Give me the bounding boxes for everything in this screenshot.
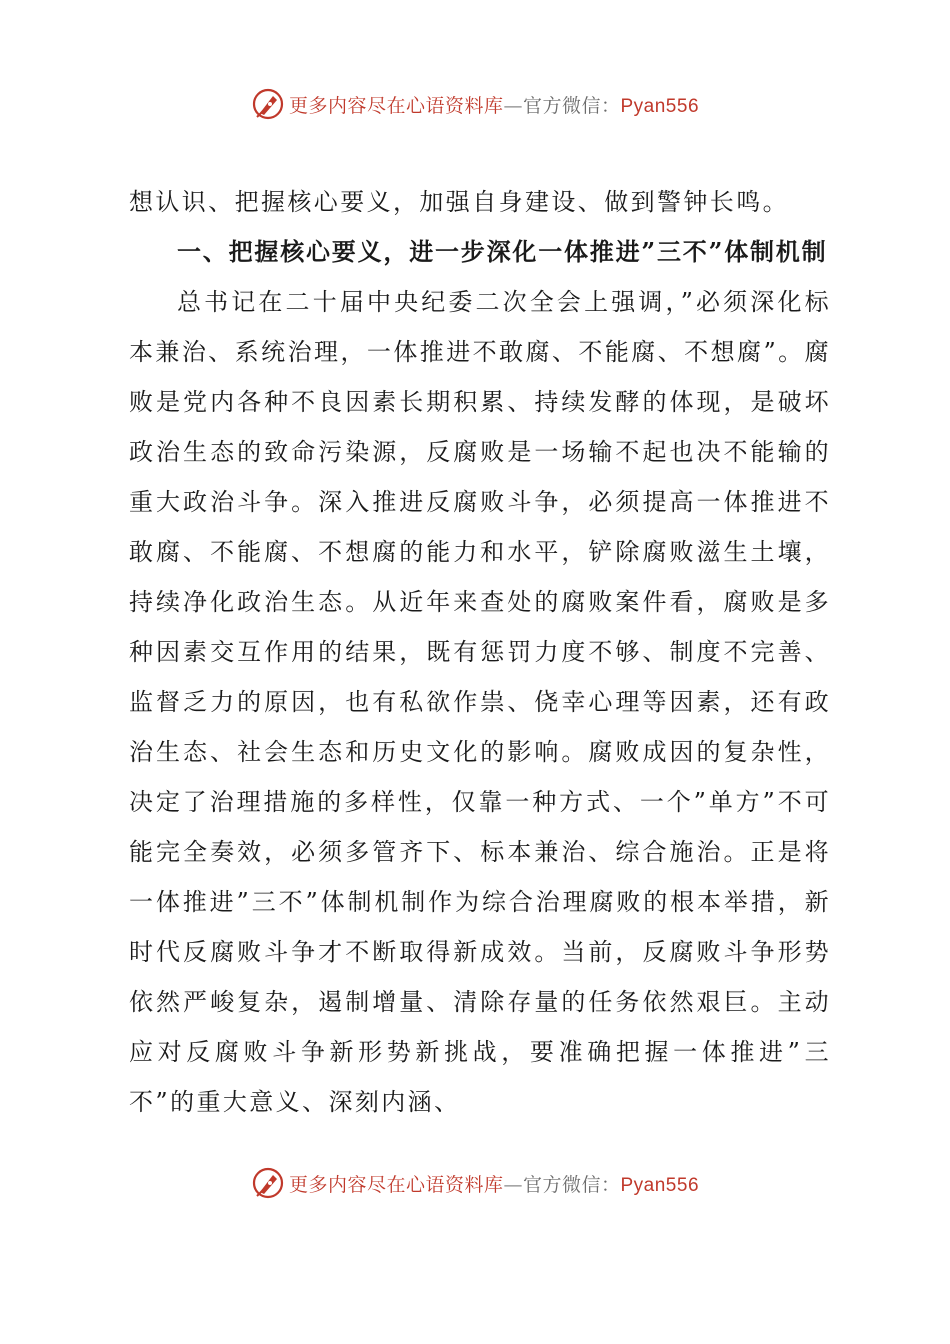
banner-separator: — <box>503 94 523 117</box>
banner-wechat-label: 官方微信： <box>522 1173 621 1196</box>
header-banner <box>0 84 950 124</box>
banner-brand: 更多内容尽在心语资料库 <box>288 94 504 117</box>
pen-nib-logo-icon <box>251 1166 285 1200</box>
banner-wechat-label: 官方微信： <box>522 94 621 117</box>
banner-wechat-id: Pyan556 <box>620 95 700 117</box>
banner-wechat-id: Pyan556 <box>620 1174 700 1196</box>
banner-text <box>289 1170 699 1197</box>
banner-brand: 更多内容尽在心语资料库 <box>288 1173 504 1196</box>
document-body <box>129 177 831 1127</box>
footer-banner <box>0 1163 950 1203</box>
body-paragraph: 总书记在二十届中央纪委二次全会上强调，”必须深化标本兼治、系统治理，一体推进不敢腐、不能腐、不想腐”。腐败是党内各种不良因素长期积累、持续发酵的体现，是破坏政治生态的致命污染源，反腐败是一场输不起也决不能输的重大政治斗争。深入推进反腐败斗争，必须提高一体推进不敢腐、不能腐、不想腐的能力和水平，铲除腐败滋生土壤，持续净化政治生态。从近年来查处的腐败案件看，腐败是多种因素交互作用的结果，既有惩罚力度不够、制度不完善、监督乏力的原因，也有私欲作祟、侥幸心理等因素，还有政治生态、社会生态和历史文化的影响。腐败成因的复杂性，决定了治理措施的多样性，仅靠一种方式、一个”单方”不可能完全奏效，必须多管齐下、标本兼治、综合施治。正是将一体推进”三不”体制机制作为综合治理腐败的根本举措，新时代反腐败斗争才不断取得新成效。当前，反腐败斗争形势依然严峻复杂，遏制增量、清除存量的任务依然艰巨。主动应对反腐败斗争新形势新挑战，要准确把握一体推进”三不”的重大意义、深刻内涵、 <box>129 288 831 1116</box>
pen-nib-logo-icon <box>251 87 285 121</box>
lead-paragraph: 想认识、把握核心要义，加强自身建设、做到警钟长鸣。 <box>129 188 789 216</box>
banner-separator: — <box>503 1173 523 1196</box>
section-heading: 一、把握核心要义，进一步深化一体推进”三不”体制机制 <box>177 237 828 266</box>
banner-text <box>289 91 699 118</box>
